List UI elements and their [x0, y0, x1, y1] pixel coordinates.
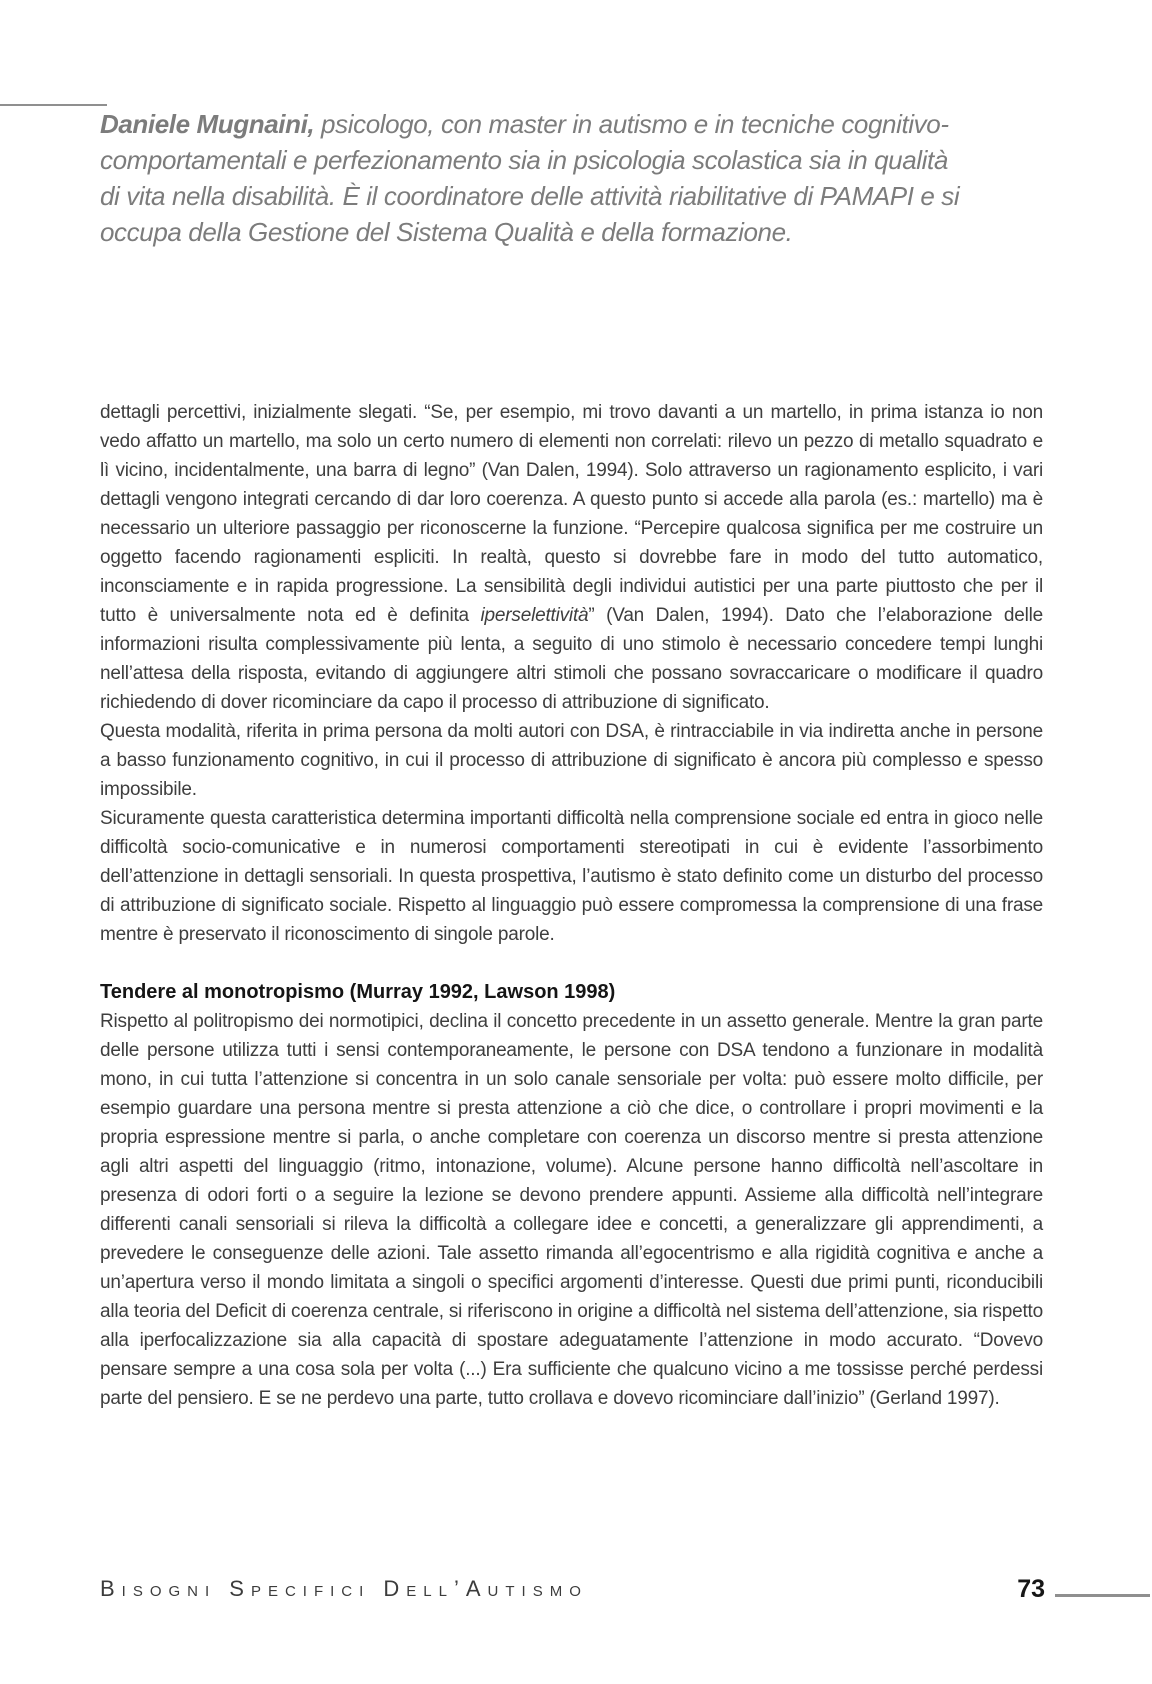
page-number-group — [1017, 1576, 1150, 1602]
author-bio — [100, 106, 960, 250]
paragraph-1-tail: ” (Van Dalen, 1994). Dato che l’elaborazione delle informazioni risulta complessivamente più lenta, a seguito di uno stimolo è necessario concedere tempi lunghi nell’attesa della risposta, evitando di aggiungere altri stimoli che possano sovraccaricare o modificare il quadro richiedendo di dover ricominciare da capo il processo di attribuzione di significato. — [100, 605, 1043, 713]
running-footer-title: Bisogni Specifici Dell’Autismo — [100, 1576, 588, 1601]
paragraph-2: Questa modalità, riferita in prima persona da molti autori con DSA, è rintracciabile in via indiretta anche in persone a basso funzionamento cognitivo, in cui il processo di attribuzione di significato è ancora più complesso e spesso impossibile. — [100, 721, 1043, 800]
page-footer — [100, 1568, 1150, 1602]
paragraph-1-italic-term: iperselettività — [480, 605, 589, 626]
section-heading: Tendere al monotropismo (Murray 1992, Lawson 1998) — [100, 981, 616, 1003]
paragraph-1-lead: dettagli percettivi, inizialmente slegati. “Se, per esempio, mi trovo davanti a un martello, in prima istanza io non vedo affatto un martello, ma solo un certo numero di elementi non correlati: rilevo un pezzo di metallo squadrato e lì vicino, incidentalmente, una barra di legno” (Van Dalen, 1994). Solo attraverso un ragionamento esplicito, i vari dettagli vengono integrati cercando di dar loro coerenza. A questo punto si accede alla parola (es.: martello) ma è necessario un ulteriore passaggio per riconoscerne la funzione. “Percepire qualcosa significa per me costruire un oggetto facendo ragionamenti espliciti. In realtà, questo si dovrebbe fare in modo del tutto automatico, inconsciamente e in rapida progressione. La sensibilità degli individui autistici per una parte piuttosto che per il tutto è universalmente nota ed è definita — [100, 402, 1043, 626]
paragraph-1 — [100, 398, 1043, 717]
author-bio-text: psicologo, con master in autismo e in tecniche cognitivo-comportamentali e perfezionamento sia in psicologia scolastica sia in qualità di vita nella disabilità. È il coordinatore delle attività riabilitative di PAMAPI e si occupa della Gestione del Sistema Qualità e della formazione. — [100, 109, 960, 247]
top-margin-rule — [0, 104, 107, 106]
paragraph-4: Rispetto al politropismo dei normotipici, declina il concetto precedente in un assetto generale. Mentre la gran parte delle persone utilizza tutti i sensi contemporaneamente, le persone con DSA tendono a funzionare in modalità mono, in cui tutta l’attenzione si concentra in un solo canale sensoriale per volta: può essere molto difficile, per esempio guardare una persona mentre si presta attenzione a ciò che dice, o controllare i propri movimenti e la propria espressione mentre si parla, o anche completare con coerenza un discorso mentre si presta attenzione agli altri aspetti del linguaggio (ritmo, intonazione, volume). Alcune persone hanno difficoltà nell’ascoltare in presenza di odori forti o a seguire la lezione se devono prendere appunti. Assieme alla difficoltà nell’integrare differenti canali sensoriali si rileva la difficoltà a collegare idee e concetti, a generalizzare gli apprendimenti, a prevedere le conseguenze delle azioni. Tale assetto rimanda all’egocentrismo e alla rigidità cognitiva e anche a un’apertura verso il mondo limitata a singoli o specifici argomenti d’interesse. Questi due primi punti, riconducibili alla teoria del Deficit di coerenza centrale, si riferiscono in origine a difficoltà nel sistema dell’attenzione, sia rispetto alla iperfocalizzazione sia alla capacità di spostare adeguatamente l’attenzione in modo accurato. “Dovevo pensare sempre a una cosa sola per volta (...) Era sufficiente che qualcuno vicino a me tossisse perché perdessi parte del pensiero. E se ne perdevo una parte, tutto crollava e dovevo ricominciare dall’inizio” (Gerland 1997). — [100, 1011, 1043, 1409]
body-text — [100, 398, 1043, 1413]
author-name: Daniele Mugnaini, — [100, 109, 315, 139]
page-number: 73 — [1017, 1575, 1045, 1603]
footer-rule — [1055, 1594, 1150, 1597]
paragraph-3: Sicuramente questa caratteristica determina importanti difficoltà nella comprensione sociale ed entra in gioco nelle difficoltà socio-comunicative e in numerosi comportamenti stereotipati in cui è evidente l’assorbimento dell’attenzione in dettagli sensoriali. In questa prospettiva, l’autismo è stato definito come un disturbo del processo di attribuzione di significato sociale. Rispetto al linguaggio può essere compromessa la comprensione di una frase mentre è preservato il riconoscimento di singole parole. — [100, 808, 1043, 945]
